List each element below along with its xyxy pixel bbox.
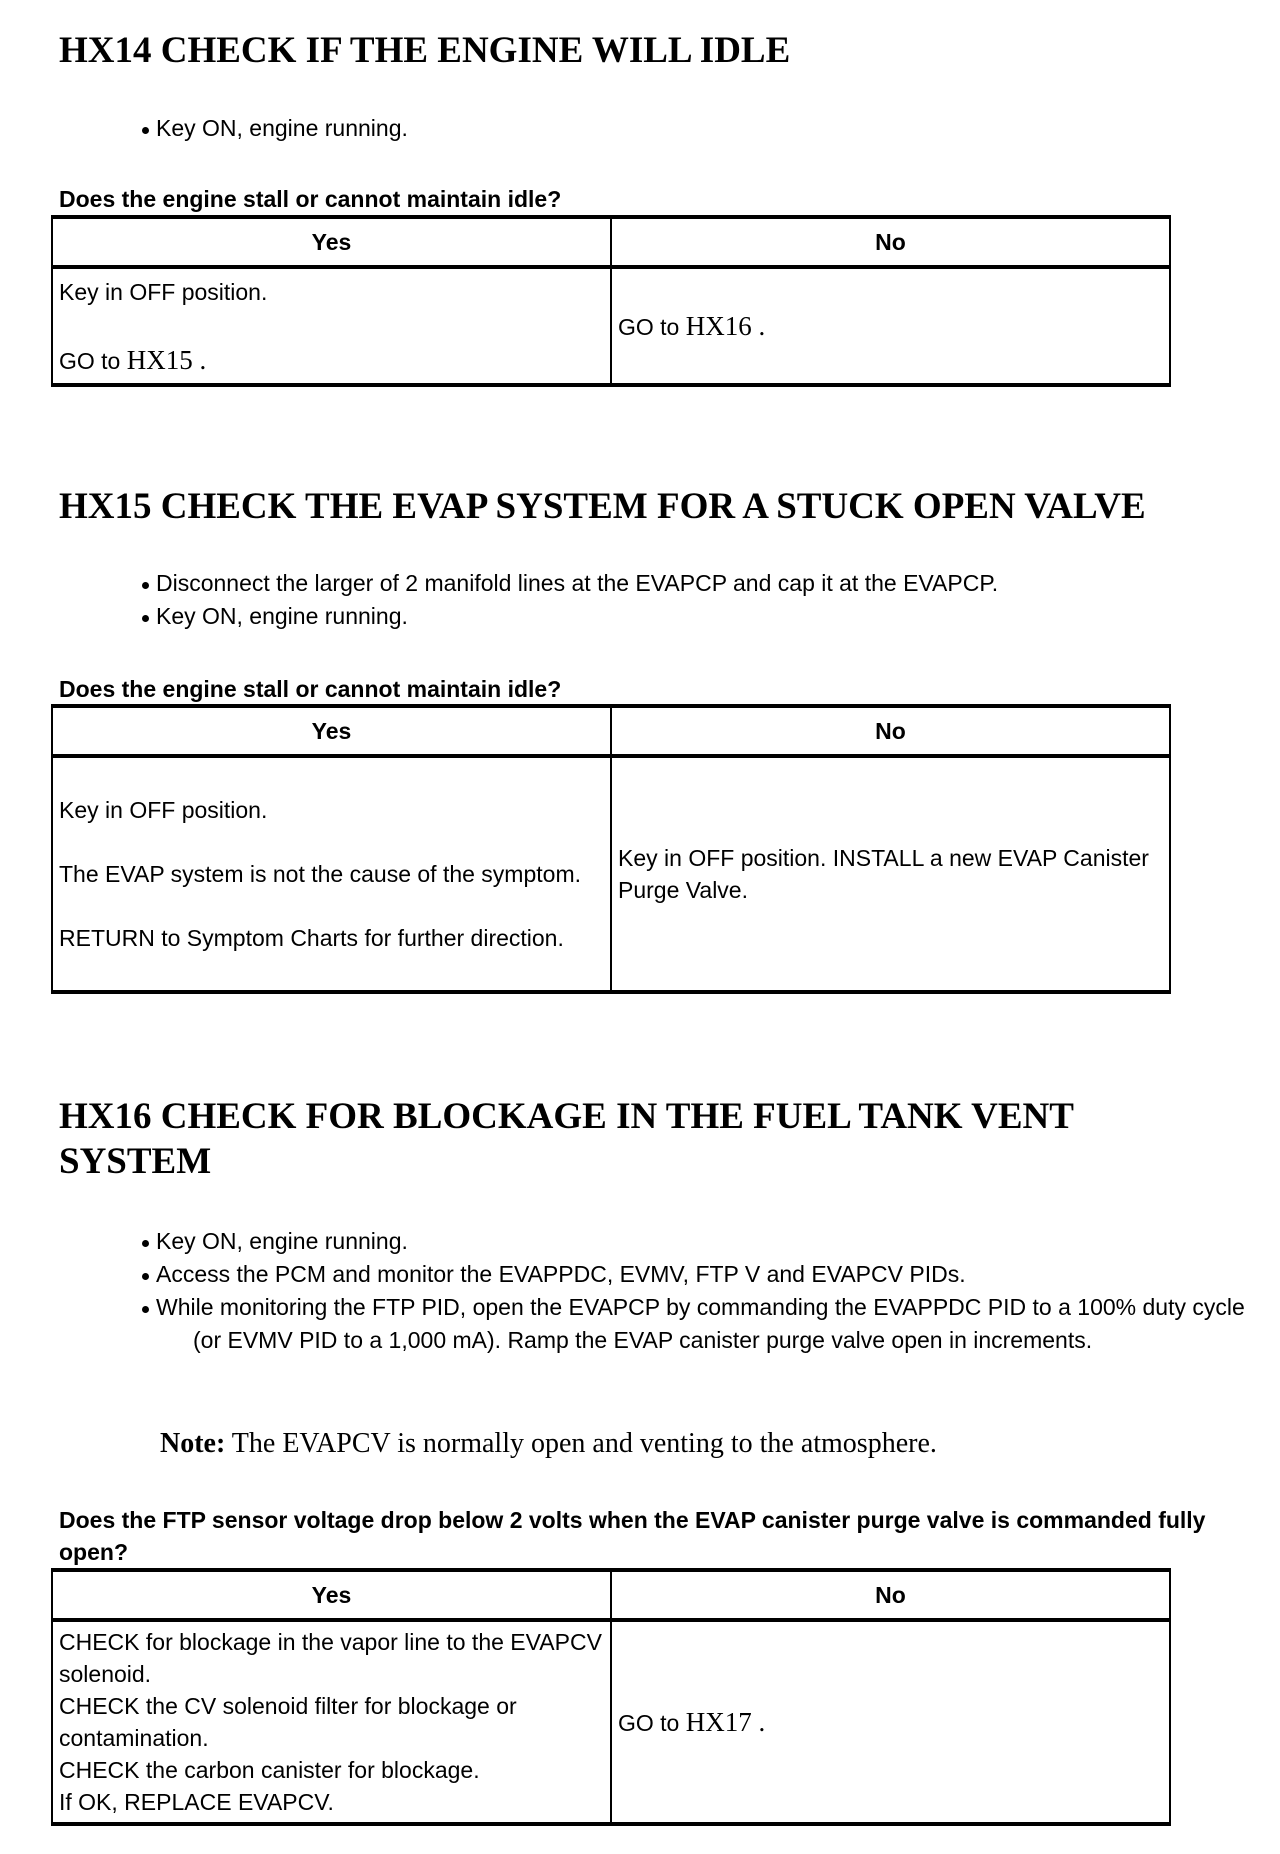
yes-cell bbox=[52, 756, 611, 992]
return-instruction: RETURN to Symptom Charts for further direction. bbox=[59, 925, 564, 951]
yes-text: Key in OFF position. bbox=[59, 797, 268, 823]
goto-label: GO to bbox=[618, 1709, 680, 1736]
hx14-question: Does the engine stall or cannot maintain idle? bbox=[59, 186, 562, 212]
yes-text: Key in OFF position. bbox=[59, 278, 268, 305]
step-item: Key ON, engine running. bbox=[140, 600, 998, 633]
hx16-result-table bbox=[51, 1568, 1171, 1826]
hx16-question: Does the FTP sensor voltage drop below 2 volts when the EVAP canister purge valve is commanded fully open? bbox=[59, 1507, 1206, 1565]
hx15-result-table bbox=[51, 704, 1171, 994]
no-header: No bbox=[611, 217, 1170, 267]
yes-cell bbox=[52, 1620, 611, 1824]
yes-header: Yes bbox=[52, 706, 611, 756]
hx14-result-table bbox=[51, 215, 1171, 387]
hx16-heading: HX16 CHECK FOR BLOCKAGE IN THE FUEL TANK VENT SYSTEM bbox=[59, 1096, 1074, 1182]
hx14-heading: HX14 CHECK IF THE ENGINE WILL IDLE bbox=[59, 30, 791, 71]
no-cell bbox=[611, 267, 1170, 385]
yes-text: CHECK the CV solenoid filter for blockage or contamination. bbox=[59, 1693, 517, 1751]
yes-header: Yes bbox=[52, 1570, 611, 1620]
note-text: The EVAPCV is normally open and venting to the atmosphere. bbox=[225, 1428, 937, 1459]
hx15-steps bbox=[140, 567, 998, 633]
hx14-steps bbox=[140, 112, 408, 145]
note bbox=[160, 1428, 937, 1460]
no-goto[interactable] bbox=[618, 1706, 1163, 1739]
hx16-steps bbox=[140, 1225, 1250, 1357]
goto-link-hx16[interactable]: HX16 . bbox=[685, 310, 766, 341]
no-text: Key in OFF position. INSTALL a new EVAP Canister Purge Valve. bbox=[618, 845, 1149, 903]
hx15-heading: HX15 CHECK THE EVAP SYSTEM FOR A STUCK OPEN VALVE bbox=[59, 486, 1146, 527]
yes-text: CHECK for blockage in the vapor line to the EVAPCV solenoid. bbox=[59, 1629, 602, 1687]
yes-text: If OK, REPLACE EVAPCV. bbox=[59, 1789, 334, 1815]
note-label: Note: bbox=[160, 1428, 226, 1459]
goto-label: GO to bbox=[59, 347, 121, 374]
goto-label: GO to bbox=[618, 313, 680, 340]
step-item: Key ON, engine running. bbox=[140, 112, 408, 145]
hx15-question: Does the engine stall or cannot maintain idle? bbox=[59, 676, 562, 702]
yes-goto[interactable] bbox=[59, 344, 604, 377]
yes-text: The EVAP system is not the cause of the symptom. bbox=[59, 861, 581, 887]
step-item: Key ON, engine running. bbox=[140, 1225, 1250, 1258]
goto-link-hx17[interactable]: HX17 . bbox=[685, 1706, 766, 1737]
step-item: While monitoring the FTP PID, open the EVAPCP by commanding the EVAPPDC PID to a 100% duty cycle (or EVMV PID to a 1,000 mA). Ramp the EVAP canister purge valve open in increments. bbox=[140, 1291, 1250, 1357]
no-goto[interactable] bbox=[618, 310, 1163, 343]
no-cell bbox=[611, 756, 1170, 992]
no-header: No bbox=[611, 1570, 1170, 1620]
step-item: Access the PCM and monitor the EVAPPDC, EVMV, FTP V and EVAPCV PIDs. bbox=[140, 1258, 1250, 1291]
no-header: No bbox=[611, 706, 1170, 756]
goto-link-hx15[interactable]: HX15 . bbox=[126, 344, 207, 375]
step-item: Disconnect the larger of 2 manifold lines at the EVAPCP and cap it at the EVAPCP. bbox=[140, 567, 998, 600]
yes-cell bbox=[52, 267, 611, 385]
yes-header: Yes bbox=[52, 217, 611, 267]
yes-text: CHECK the carbon canister for blockage. bbox=[59, 1757, 480, 1783]
no-cell bbox=[611, 1620, 1170, 1824]
